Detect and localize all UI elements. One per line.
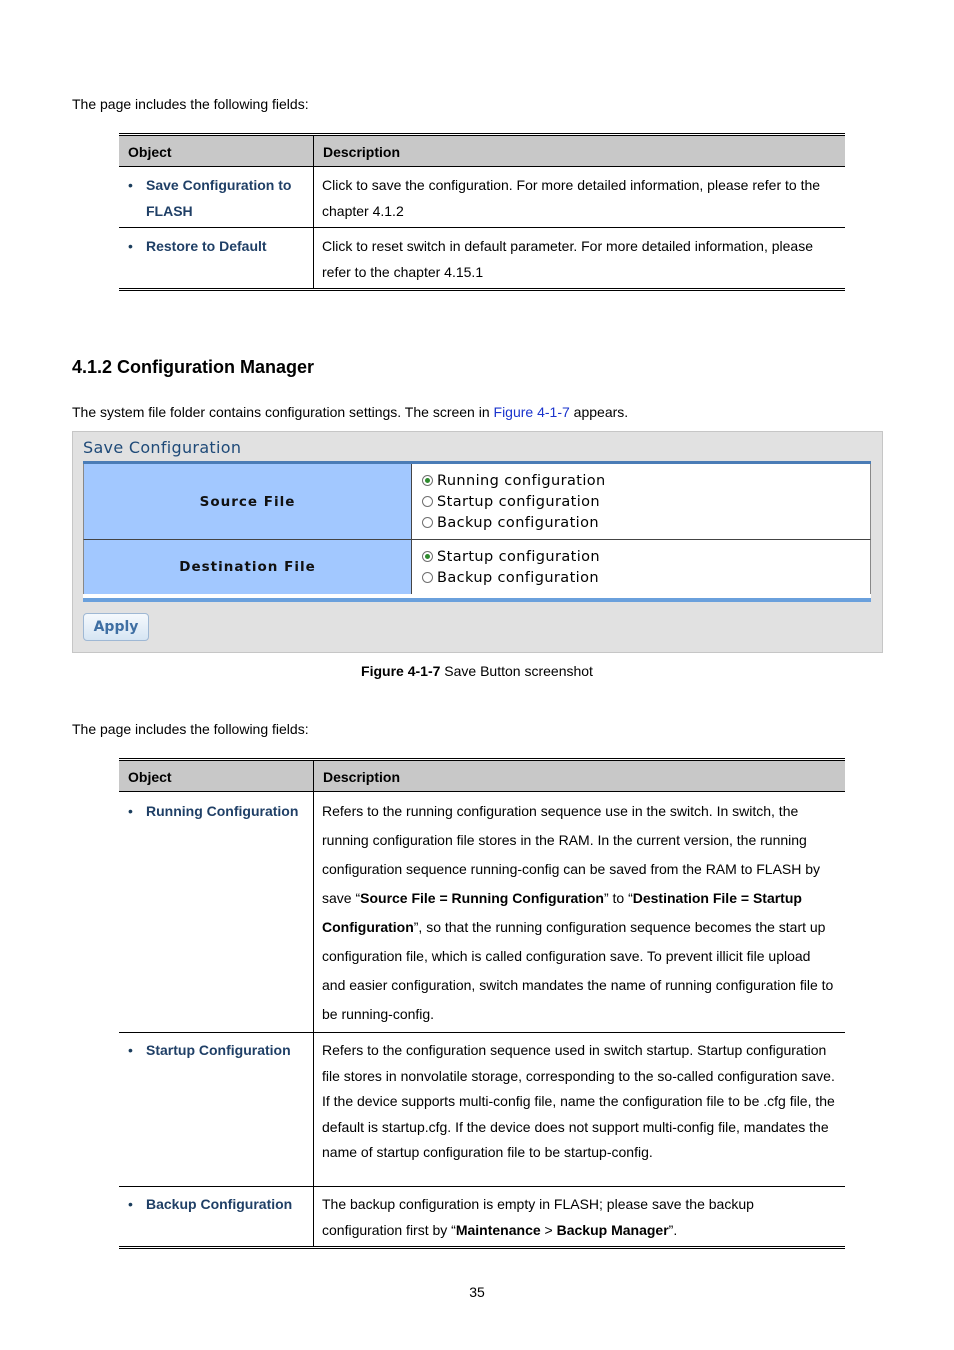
figure-number: Figure 4-1-7 [361, 663, 441, 679]
column-header-description: Description [314, 760, 846, 792]
destination-file-row [83, 540, 871, 594]
source-backup-radio[interactable]: Backup configuration [422, 512, 606, 533]
section-intro: The system file folder contains configuration settings. The screen in Figure 4-1-7 appears. [72, 404, 629, 420]
panel-title: Save Configuration [83, 438, 242, 457]
table-row [119, 167, 845, 228]
table-row [119, 228, 845, 290]
source-file-options [422, 470, 606, 533]
bullet-icon: • [128, 1042, 133, 1058]
section-heading: 4.1.2 Configuration Manager [72, 357, 315, 377]
destination-backup-radio[interactable]: Backup configuration [422, 567, 600, 588]
object-description: Click to save the configuration. For more detailed information, please refer to the chapter 4.1.2 [314, 167, 846, 228]
bullet-icon: • [128, 238, 133, 254]
bullet-icon: • [128, 1196, 133, 1212]
source-startup-radio[interactable]: Startup configuration [422, 491, 606, 512]
source-running-radio[interactable]: Running configuration [422, 470, 606, 491]
intro-text-1: The page includes the following fields: [72, 96, 309, 112]
fields-table-1 [119, 133, 845, 291]
object-description: Refers to the running configuration sequence use in the switch. In switch, the running configuration file stores in the RAM. In the current version, the running configuration sequence running-config can be saved from the RAM to FLASH by save “Source File = Running Configuration” to “Destination File = Startup Configuration”, so that the running configuration sequence becomes the start up configuration file, which is called configuration save. To prevent illicit file upload and easier configuration, switch mandates the name of running configuration file to be running-config. [314, 792, 846, 1033]
object-name: Backup Configuration [146, 1196, 293, 1212]
config-form [83, 461, 871, 602]
column-header-description: Description [314, 135, 846, 167]
save-configuration-panel [72, 431, 883, 653]
destination-file-label: Destination File [84, 540, 412, 594]
fields-table-2 [119, 758, 845, 1249]
destination-startup-radio[interactable]: Startup configuration [422, 546, 600, 567]
radio-selected-icon[interactable] [422, 475, 433, 486]
table-row [119, 1187, 845, 1248]
radio-icon[interactable] [422, 496, 433, 507]
object-name: Running Configuration [146, 803, 299, 819]
source-file-label: Source File [84, 464, 412, 539]
column-header-object: Object [119, 760, 314, 792]
apply-button[interactable]: Apply [83, 613, 149, 641]
radio-selected-icon[interactable] [422, 551, 433, 562]
source-file-row [83, 464, 871, 540]
page-number: 35 [469, 1284, 485, 1300]
bullet-icon: • [128, 803, 133, 819]
figure-link[interactable]: Figure 4-1-7 [493, 404, 570, 420]
radio-icon[interactable] [422, 572, 433, 583]
table-row [119, 792, 845, 1033]
intro-text-2: The page includes the following fields: [72, 721, 309, 737]
object-description: Refers to the configuration sequence used in switch startup. Startup configuration file stores in nonvolatile storage, corresponding to the so-called configuration save. If the device supports multi-config file, name the configuration file to be .cfg file, the default is startup.cfg. If the device does not support multi-config file, mandates the name of startup configuration file to be startup-config. [314, 1033, 846, 1187]
figure-caption: Figure 4-1-7 Save Button screenshot [361, 663, 593, 679]
object-name: Save Configuration to FLASH [146, 177, 292, 219]
column-header-object: Object [119, 135, 314, 167]
table-row [119, 1033, 845, 1187]
object-name: Startup Configuration [146, 1042, 291, 1058]
object-description: The backup configuration is empty in FLASH; please save the backup configuration first by “Maintenance > Backup Manager”. [322, 1196, 754, 1238]
radio-icon[interactable] [422, 517, 433, 528]
bullet-icon: • [128, 177, 133, 193]
object-description: Click to reset switch in default parameter. For more detailed information, please refer to the chapter 4.15.1 [322, 238, 814, 280]
object-name: Restore to Default [146, 238, 267, 254]
destination-file-options [422, 546, 600, 588]
